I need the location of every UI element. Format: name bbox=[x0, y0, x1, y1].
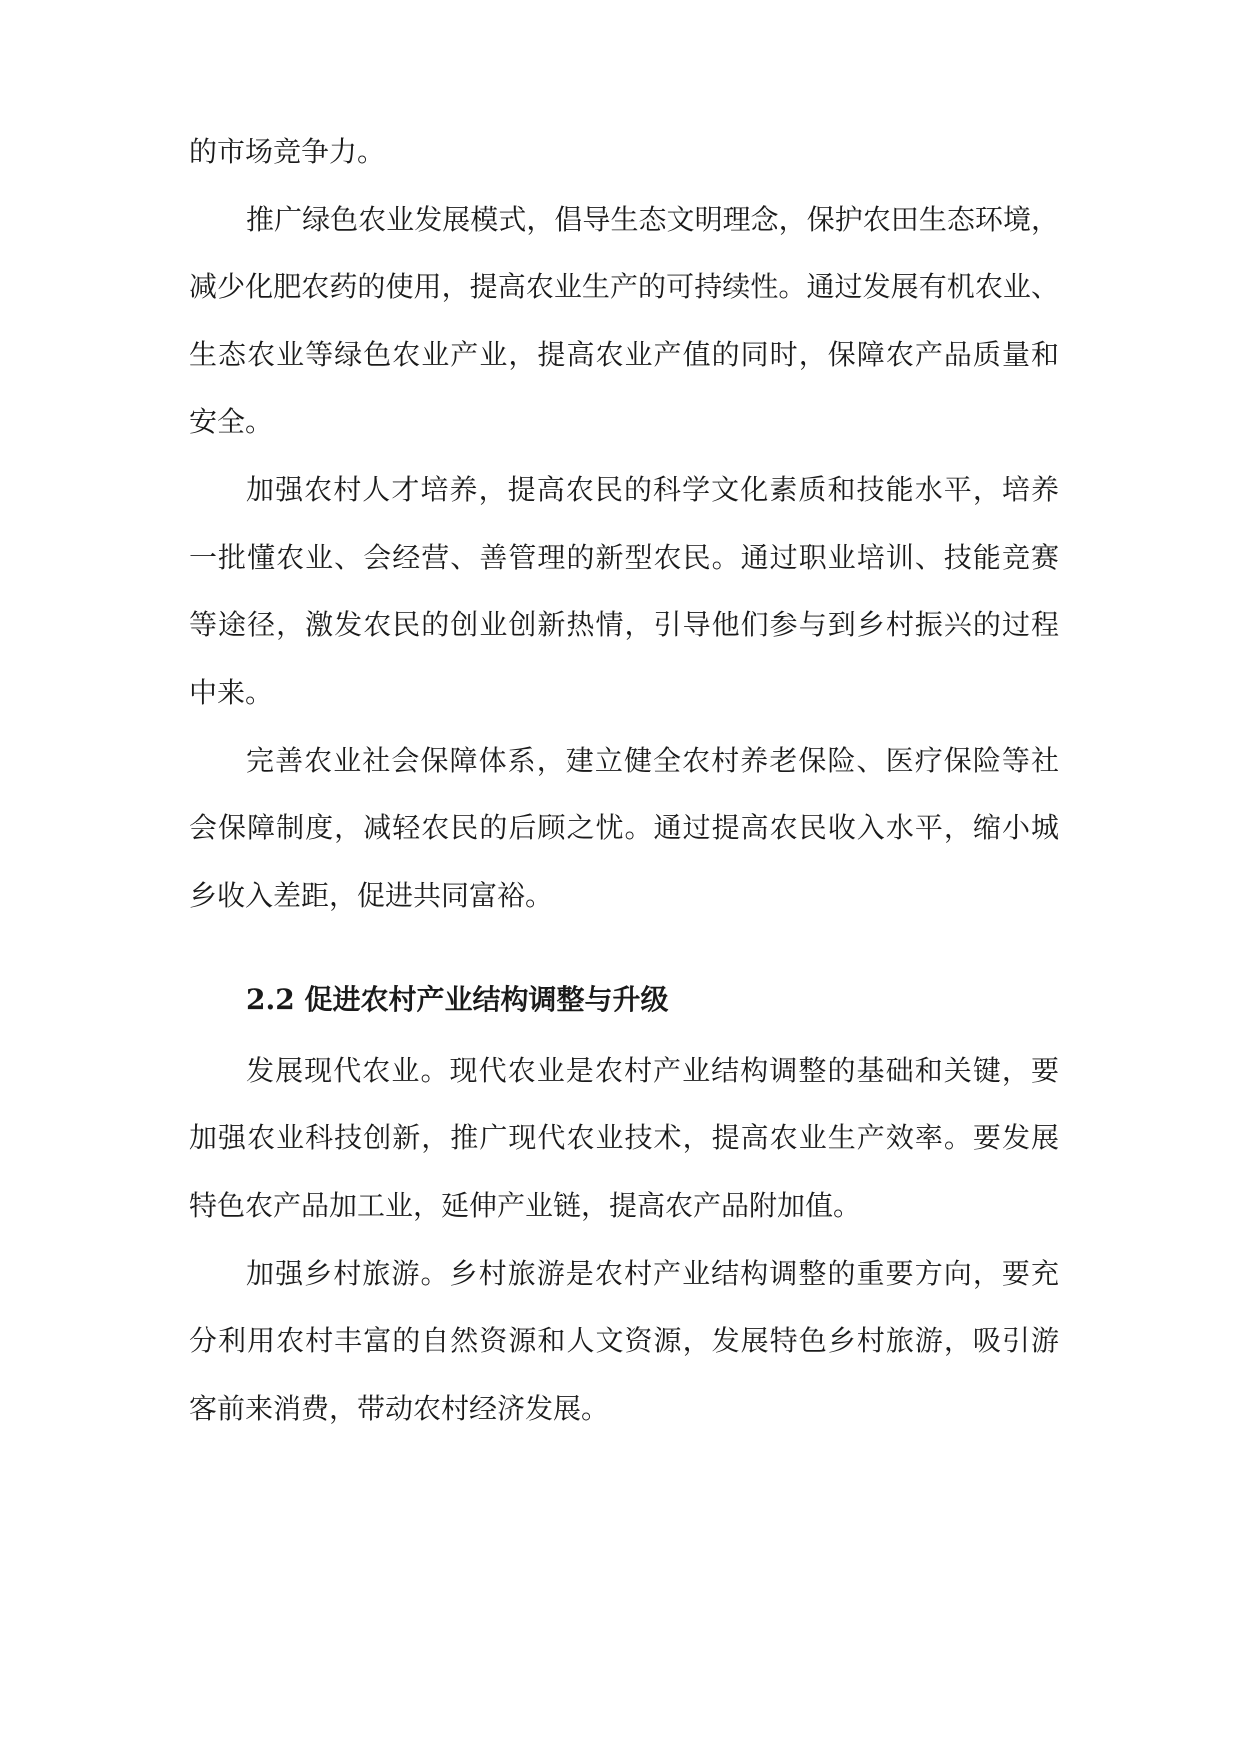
paragraph-line: 特色农产品加工业，延伸产业链，提高农产品附加值。 bbox=[189, 1189, 862, 1222]
paragraph-line: 客前来消费，带动农村经济发展。 bbox=[189, 1392, 610, 1425]
paragraph-line: 加强农村人才培养，提高农民的科学文化素质和技能水平，培养 bbox=[246, 473, 1059, 506]
paragraph-line: 安全。 bbox=[189, 405, 274, 438]
paragraph-line: 完善农业社会保障体系，建立健全农村养老保险、医疗保险等社 bbox=[246, 744, 1059, 777]
paragraph-line: 分利用农村丰富的自然资源和人文资源，发展特色乡村旅游，吸引游 bbox=[189, 1324, 1059, 1357]
paragraph-line: 等途径，激发农民的创业创新热情，引导他们参与到乡村振兴的过程 bbox=[189, 608, 1059, 641]
paragraph-line: 乡收入差距，促进共同富裕。 bbox=[189, 879, 554, 912]
paragraph-line: 加强农业科技创新，推广现代农业技术，提高农业生产效率。要发展 bbox=[189, 1121, 1059, 1154]
paragraph-line: 推广绿色农业发展模式，倡导生态文明理念，保护农田生态环境， bbox=[246, 203, 1059, 236]
paragraph-line: 中来。 bbox=[189, 676, 274, 709]
paragraph-line: 会保障制度，减轻农民的后顾之忧。通过提高农民收入水平，缩小城 bbox=[189, 811, 1059, 844]
paragraph-line: 加强乡村旅游。乡村旅游是农村产业结构调整的重要方向，要充 bbox=[246, 1257, 1059, 1290]
paragraph-line: 发展现代农业。现代农业是农村产业结构调整的基础和关键，要 bbox=[246, 1054, 1059, 1087]
section-heading: 2.2 促进农村产业结构调整与升级 bbox=[246, 983, 669, 1016]
paragraph-line: 减少化肥农药的使用，提高农业生产的可持续性。通过发展有机农业、 bbox=[189, 270, 1059, 303]
paragraph-line: 生态农业等绿色农业产业，提高农业产值的同时，保障农产品质量和 bbox=[189, 338, 1059, 371]
paragraph-line: 一批懂农业、会经营、善管理的新型农民。通过职业培训、技能竞赛 bbox=[189, 541, 1059, 574]
paragraph-line: 的市场竞争力。 bbox=[189, 135, 386, 168]
